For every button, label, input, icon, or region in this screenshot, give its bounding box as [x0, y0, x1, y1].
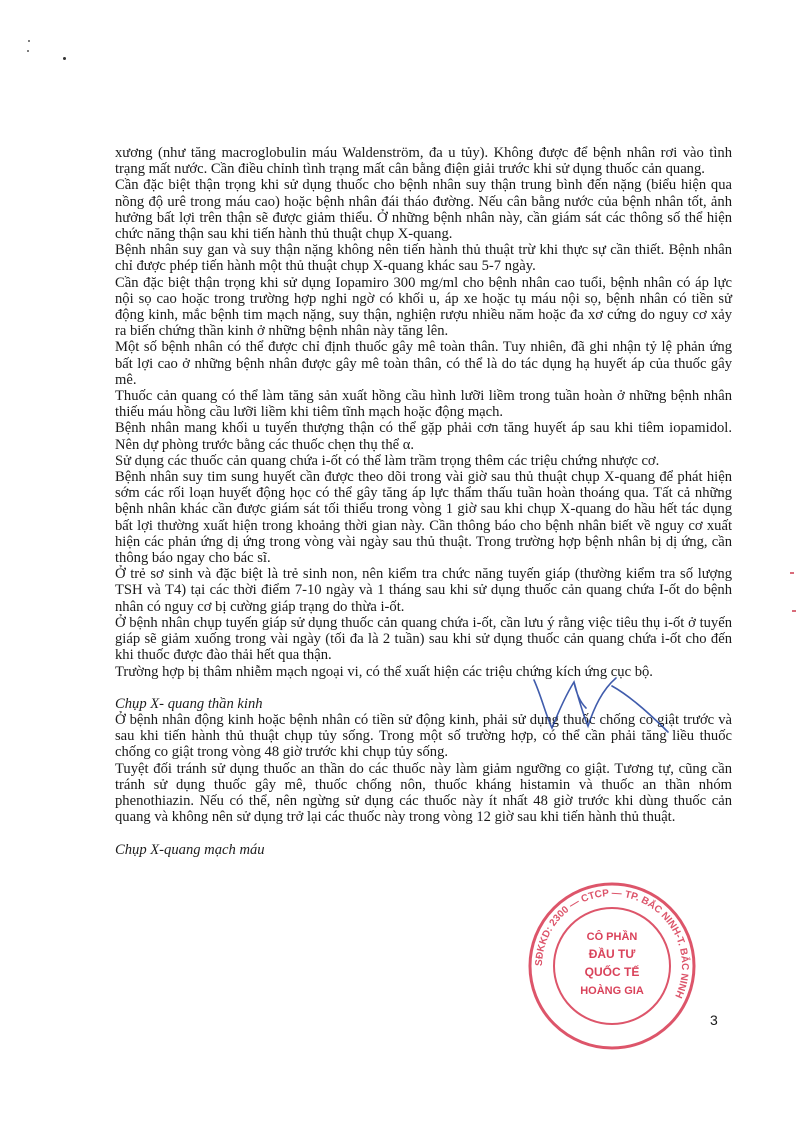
- signature-mark: [512, 668, 682, 748]
- paragraph: Cần đặc biệt thận trọng khi sử dụng Iopamiro 300 mg/ml cho bệnh nhân cao tuổi, bệnh nhân có áp lực nội sọ cao hoặc trong trường hợp nghi ngờ có khối u, áp xe hoặc tụ máu nội sọ, bệnh nhân có tiền sử động kinh, mắc bệnh tim mạch nặng, suy thận, nghiện rượu nhiều năm hoặc đa xơ cứng do nguy cơ xảy ra biến chứng thần kinh ở những bệnh nhân này tăng lên.: [115, 274, 732, 340]
- seal-ring-text: SĐKKD: 2300 — CTCP — TP. BẮC NINH-T. BẮC NINH: [533, 887, 691, 1000]
- scan-speck: [27, 50, 29, 52]
- paragraph: Bệnh nhân mang khối u tuyến thượng thận có thể gặp phải cơn tăng huyết áp sau khi tiêm iopamidol. Nên dự phòng trước bằng các thuốc chẹn thụ thể α.: [115, 420, 732, 453]
- paragraph: Ở bệnh nhân động kinh hoặc bệnh nhân có tiền sử động kinh, phải sử dụng thuốc chống co giật trước và sau khi tiến hành thủ thuật chụp tủy sống. Trong một số trường hợp, có thể cần phải tăng liều thuốc chống co giật trong vòng 48 giờ trước khi chụp tủy sống.: [115, 711, 732, 761]
- scan-speck: [28, 40, 30, 42]
- paragraph: Sử dụng các thuốc cản quang chứa i-ốt có thể làm trầm trọng thêm các triệu chứng nhược cơ.: [115, 452, 660, 469]
- paragraph: Trường hợp bị thâm nhiễm mạch ngoại vi, có thể xuất hiện các triệu chứng kích ứng cục bộ.: [115, 663, 653, 680]
- paragraph: xương (như tăng macroglobulin máu Waldenström, đa u tủy). Không được để bệnh nhân rơi vào tình trạng mất nước. Cần điều chỉnh tình trạng mất cân bằng điện giải trước khi sử dụng thuốc cản quang.: [115, 145, 732, 178]
- seal-line-1: CÔ PHẦN: [586, 931, 638, 943]
- paragraph: Ở trẻ sơ sinh và đặc biệt là trẻ sinh non, nên kiểm tra chức năng tuyến giáp (thường kiểm tra số lượng TSH và T4) tại các thời điểm 7-10 ngày và 1 tháng sau khi sử dụng thuốc cản quang chứa I-ốt do bệnh nhân có nguy cơ bị cường giáp trạng do thừa i-ốt.: [115, 566, 732, 615]
- scan-edge-mark: [792, 610, 796, 612]
- scan-edge-mark: [790, 572, 794, 574]
- paragraph: Bệnh nhân suy gan và suy thận nặng không nên tiến hành thủ thuật trừ khi thực sự cần thiết. Bệnh nhân chỉ được phép tiến hành một thủ thuật chụp X-quang khác sau 5-7 ngày.: [115, 242, 732, 275]
- paragraph: Cần đặc biệt thận trọng khi sử dụng thuốc cho bệnh nhân suy thận trung bình đến nặng (biểu hiện qua nồng độ urê trong máu cao) hoặc bệnh nhân đái tháo đường. Nếu cân bằng nước của bệnh nhân tốt, ảnh hưởng bất lợi trên thận sẽ được giảm thiểu. Ở những bệnh nhân này, cần giám sát các thông số thể hiện chức năng thận sau khi tiến hành thủ thuật chụp X-quang.: [115, 177, 732, 243]
- paragraph: Tuyệt đối tránh sử dụng thuốc an thần do các thuốc này làm giảm ngưỡng co giật. Tương tự, cũng cần tránh sử dụng thuốc gây mê, thuốc chống nôn, thuốc kháng histamin và thuốc an thần nhóm phenothiazin. Nếu có thể, nên ngừng sử dụng các thuốc này ít nhất 48 giờ trước khi dùng thuốc cản quang và không nên sử dụng trở lại các thuốc này trong vòng 12 giờ sau khi tiến hành thủ thuật.: [115, 760, 732, 826]
- paragraph: Một số bệnh nhân có thể được chỉ định thuốc gây mê toàn thân. Tuy nhiên, đã ghi nhận tỷ lệ phản ứng bất lợi cao ở những bệnh nhân được gây mê toàn thân, có thể là do tác dụng hạ huyết áp của thuốc gây mê.: [115, 339, 732, 388]
- document-body: [115, 145, 732, 859]
- scan-speck: [63, 57, 66, 60]
- seal-line-3: QUỐC TẾ: [584, 965, 640, 979]
- section-heading-neuro: Chụp X- quang thần kinh: [115, 695, 263, 712]
- seal-line-2: ĐẦU TƯ: [588, 947, 636, 961]
- page-number: 3: [710, 1012, 718, 1028]
- section-heading-vascular: Chụp X-quang mạch máu: [115, 842, 265, 859]
- paragraph: Ở bệnh nhân chụp tuyến giáp sử dụng thuốc cản quang chứa i-ốt, cần lưu ý rằng việc tiêu thụ i-ốt ở tuyến giáp sẽ giảm xuống trong vài ngày (tối đa là 2 tuần) sau khi sử dụng thuốc cản quang chứa i-ốt cho đến khi thuốc được đào thải hết qua thận.: [115, 614, 732, 664]
- company-seal: [526, 880, 698, 1052]
- paragraph: Thuốc cản quang có thể làm tăng sản xuất hồng cầu hình lưỡi liềm trong tuần hoàn ở những bệnh nhân thiếu máu hồng cầu lưỡi liềm khi tiêm tĩnh mạch hoặc động mạch.: [115, 388, 732, 421]
- seal-line-4: HOÀNG GIA: [580, 985, 644, 997]
- paragraph: Bệnh nhân suy tim sung huyết cần được theo dõi trong vài giờ sau thủ thuật chụp X-quang để phát hiện sớm các rối loạn huyết động học có thể gây tăng áp lực thẩm thấu tuần hoàn thoáng qua. Tất cả những bệnh nhân khác cần được giám sát tối thiểu trong vòng 1 giờ sau khi chụp X-quang do hầu hết tác dụng bất lợi thường xuất hiện trong khoảng thời gian này. Cần thông báo cho bệnh nhân biết về nguy cơ xuất hiện các phản ứng dị ứng trong vòng vài ngày sau thủ thuật. Trong trường hợp bệnh nhân bị dị ứng, cần thông báo ngay cho bác sĩ.: [115, 469, 732, 567]
